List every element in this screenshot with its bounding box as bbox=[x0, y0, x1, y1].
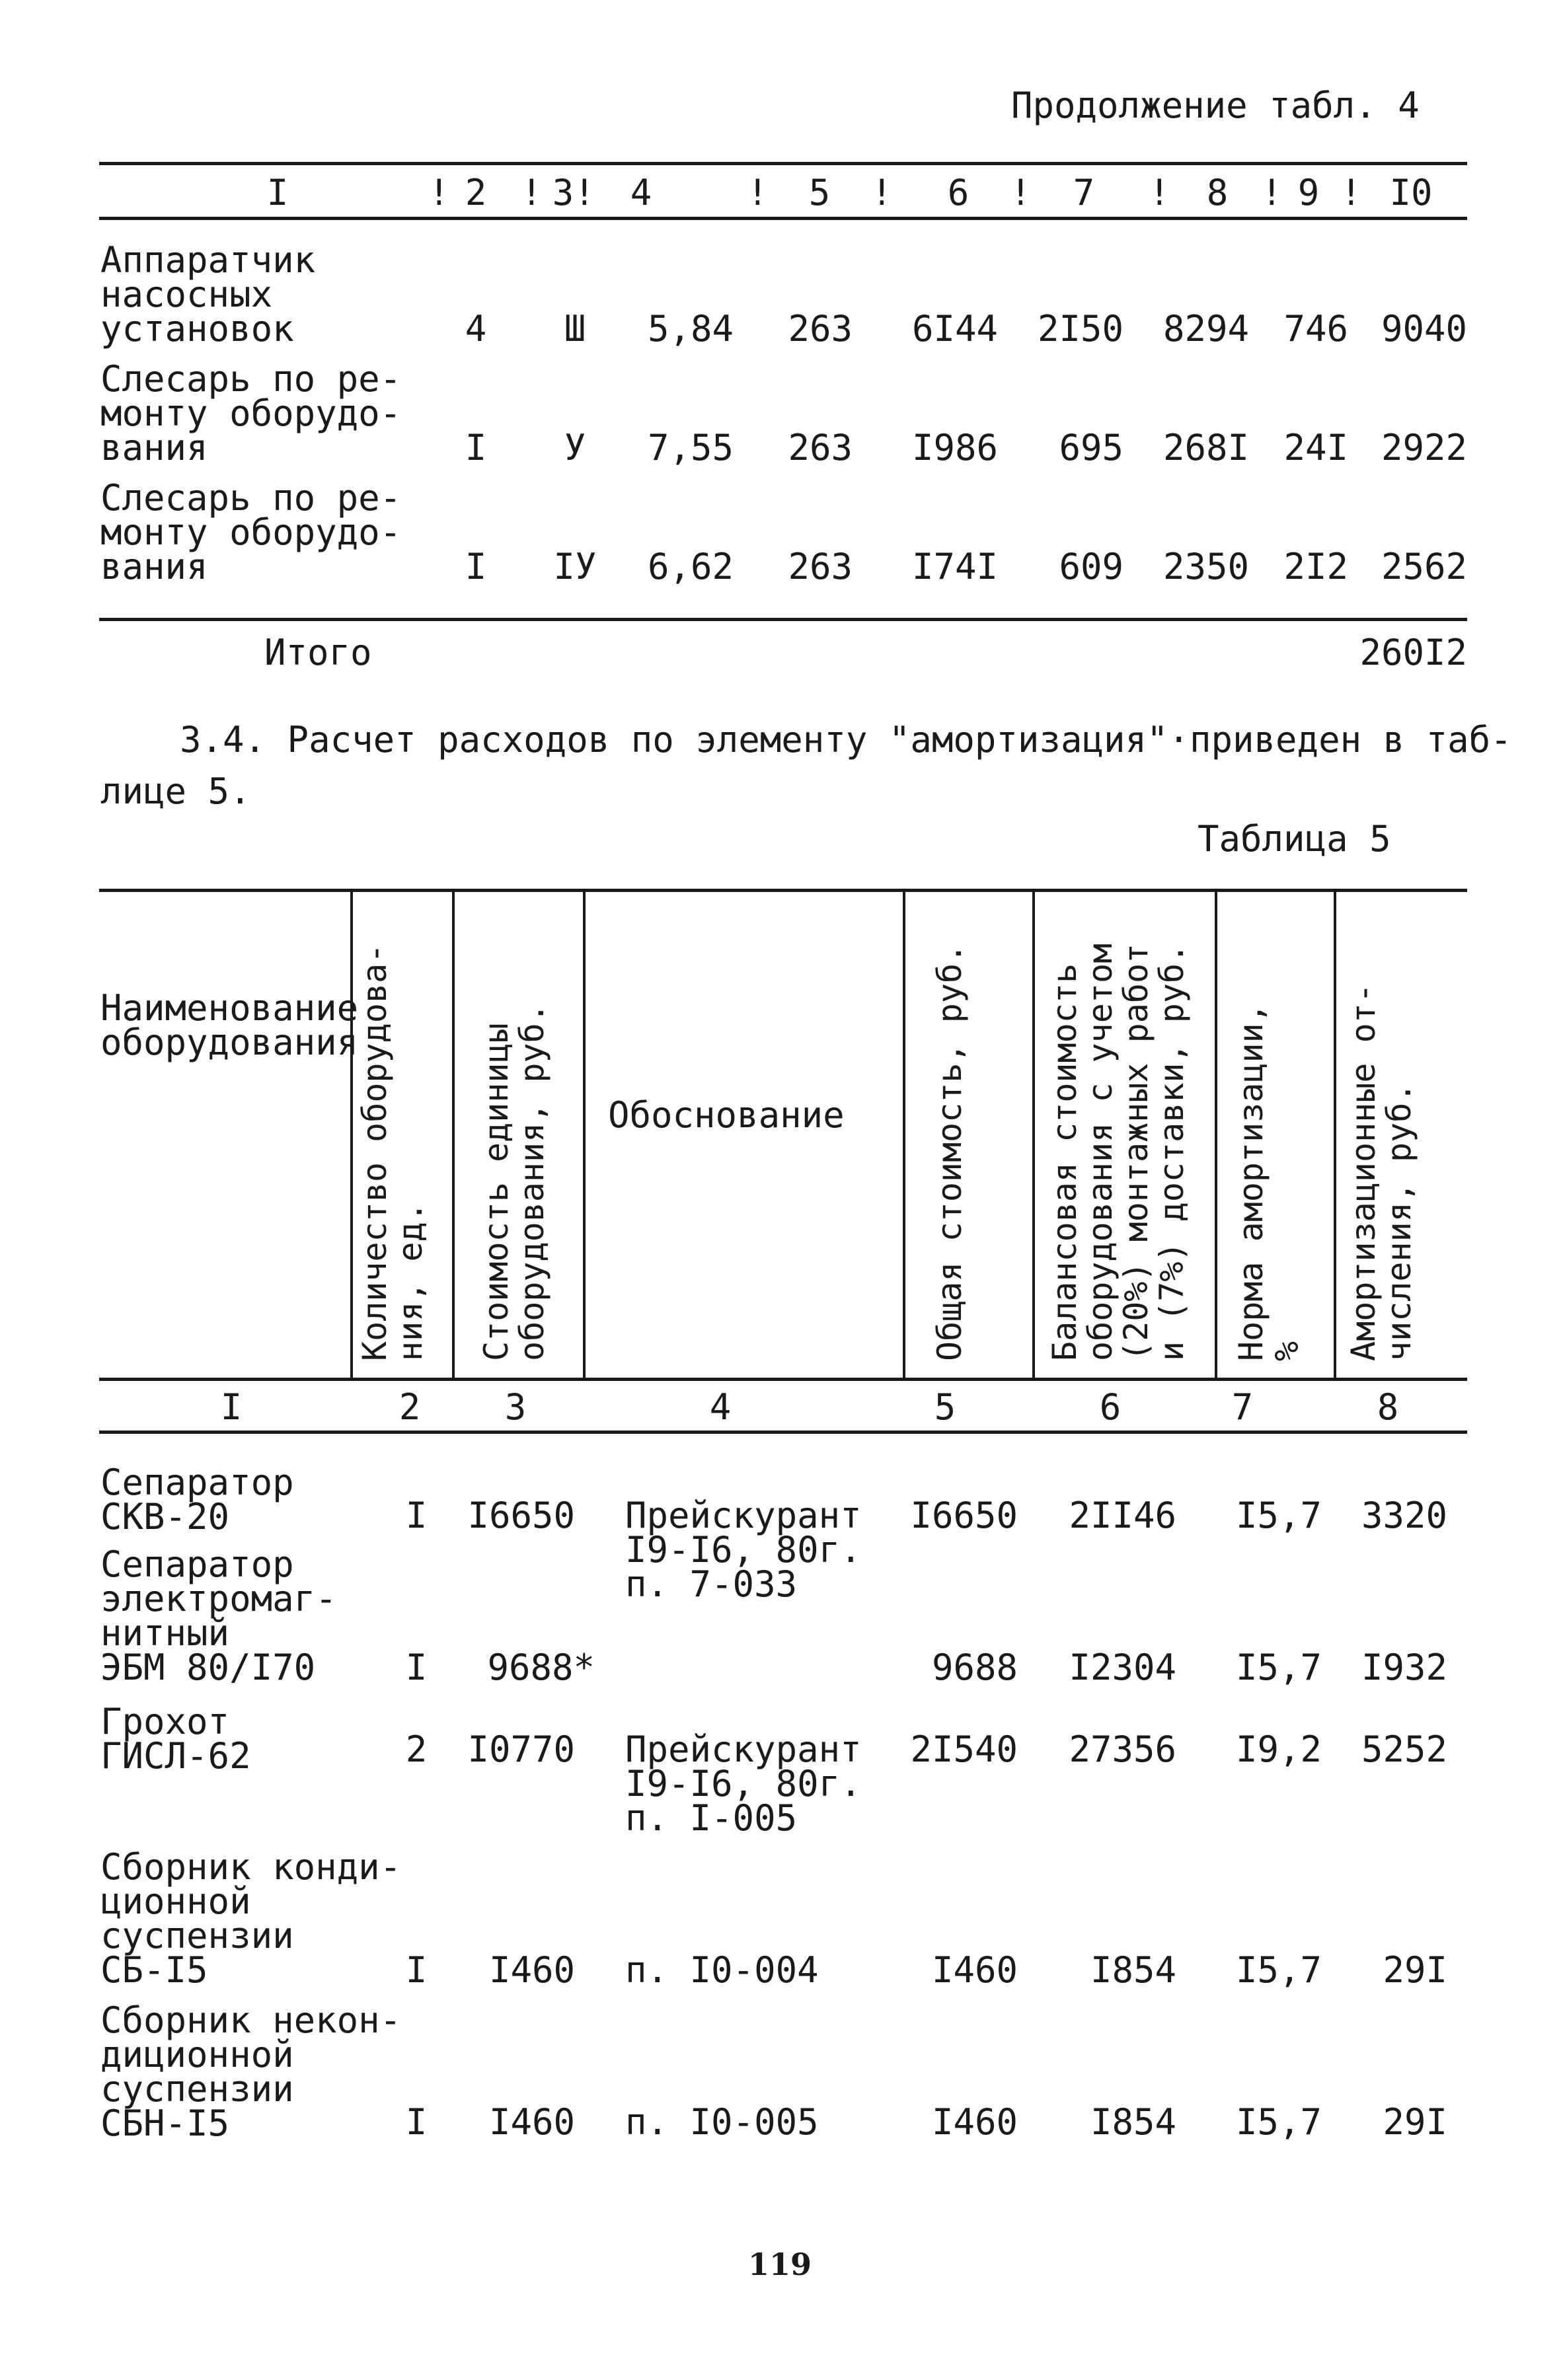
table-cell: I0770 bbox=[467, 1729, 575, 1770]
table-cell: 263 bbox=[788, 308, 853, 350]
equipment-name: Сепаратор СКВ-20 bbox=[100, 1462, 294, 1538]
table4-header-cell: 2 bbox=[465, 172, 487, 213]
table-cell: 263 bbox=[788, 427, 853, 468]
column-divider bbox=[1334, 892, 1336, 1378]
equipment-name: Сборник конди- ционной суспензии СБ-I5 bbox=[100, 1846, 402, 1991]
table5-top-rule bbox=[99, 889, 1467, 892]
equipment-name: Сборник некон- диционной суспензии СБН-I5 bbox=[100, 1999, 402, 2144]
total-value: 260I2 bbox=[1359, 632, 1467, 673]
table-cell: 29I bbox=[1383, 2101, 1447, 2143]
table-cell: Ш bbox=[564, 308, 586, 350]
table-cell: 2562 bbox=[1381, 546, 1467, 587]
paragraph-line: лице 5. bbox=[100, 770, 251, 812]
table4-header-cell: 6 bbox=[947, 172, 970, 213]
total-label: Итого bbox=[264, 632, 372, 673]
table-cell: I460 bbox=[488, 2101, 575, 2143]
table-cell: I6650 bbox=[910, 1495, 1018, 1536]
table-cell: 9688* bbox=[487, 1647, 595, 1688]
table-cell: 2I540 bbox=[910, 1729, 1018, 1770]
column-number: 7 bbox=[1231, 1386, 1254, 1428]
table-cell: 9688 bbox=[931, 1647, 1018, 1688]
header-unit-cost: Стоимость единицы оборудования, руб. bbox=[477, 1003, 551, 1361]
column-number: I bbox=[220, 1386, 243, 1428]
table-cell: I460 bbox=[931, 1949, 1018, 1991]
table-cell: 7,55 bbox=[647, 427, 734, 468]
column-number: 8 bbox=[1377, 1386, 1399, 1428]
table-cell: IУ bbox=[553, 546, 597, 587]
column-divider bbox=[350, 892, 353, 1378]
column-separator: ! bbox=[521, 172, 543, 213]
table-cell: I854 bbox=[1090, 2101, 1176, 2143]
table-cell: 268I bbox=[1162, 427, 1249, 468]
table-cell: I bbox=[405, 1949, 428, 1991]
table-cell: 6,62 bbox=[647, 546, 734, 587]
table-cell: I5,7 bbox=[1235, 1949, 1322, 1991]
table-cell: I932 bbox=[1361, 1647, 1447, 1688]
column-divider bbox=[1215, 892, 1217, 1378]
table4-header-cell: 9 bbox=[1297, 172, 1320, 213]
column-separator: ! bbox=[1149, 172, 1170, 213]
table-cell: 24I bbox=[1283, 427, 1348, 468]
table4-header-cell: I0 bbox=[1389, 172, 1433, 213]
table-cell: I bbox=[465, 427, 487, 468]
header-amortization-deductions: Амортизационные от- числения, руб. bbox=[1344, 983, 1418, 1361]
page-number: 119 bbox=[747, 2247, 812, 2282]
column-number: 2 bbox=[399, 1386, 421, 1428]
position-name: Слесарь по ре- монту оборудо- вания bbox=[100, 477, 402, 587]
column-number: 5 bbox=[934, 1386, 956, 1428]
equipment-name: Грохот ГИСЛ-62 bbox=[100, 1701, 251, 1777]
table-cell: I bbox=[405, 1647, 428, 1688]
table-cell: I460 bbox=[931, 2101, 1018, 2143]
table-cell: I5,7 bbox=[1235, 1495, 1322, 1536]
table-cell: 5,84 bbox=[647, 308, 734, 350]
table-cell: 2II46 bbox=[1069, 1495, 1176, 1536]
column-divider bbox=[452, 892, 455, 1378]
column-separator: ! bbox=[871, 172, 893, 213]
table-cell: I5,7 bbox=[1235, 2101, 1322, 2143]
position-name: Слесарь по ре- монту оборудо- вания bbox=[100, 358, 402, 468]
table-cell: 9040 bbox=[1381, 308, 1467, 350]
table-cell: 2350 bbox=[1162, 546, 1249, 587]
table-cell: I460 bbox=[488, 1949, 575, 1991]
column-separator: ! bbox=[747, 172, 769, 213]
column-separator: ! bbox=[1261, 172, 1283, 213]
header-justification: Обоснование bbox=[608, 1094, 845, 1136]
column-number: 4 bbox=[709, 1386, 732, 1428]
position-name: Аппаратчик насосных установок bbox=[100, 239, 316, 350]
table5-caption: Таблица 5 bbox=[1198, 818, 1391, 860]
table5-number-rule bbox=[99, 1431, 1467, 1434]
table-cell: I74I bbox=[911, 546, 998, 587]
table4-header-cell: 3 bbox=[552, 172, 574, 213]
table4-top-rule bbox=[99, 162, 1467, 165]
header-total-cost: Общая стоимость, руб. bbox=[931, 943, 969, 1361]
table-cell: 6I44 bbox=[911, 308, 998, 350]
table-cell: 2922 bbox=[1381, 427, 1467, 468]
table-cell: 27356 bbox=[1069, 1729, 1176, 1770]
table-cell: 5252 bbox=[1361, 1729, 1447, 1770]
table4-header-rule bbox=[99, 217, 1467, 220]
table4-header-cell: I bbox=[266, 172, 289, 213]
continuation-caption: Продолжение табл. 4 bbox=[1011, 85, 1420, 126]
table-cell: I854 bbox=[1090, 1949, 1176, 1991]
column-separator: ! bbox=[428, 172, 450, 213]
table-cell: 2 bbox=[405, 1729, 428, 1770]
column-divider bbox=[583, 892, 586, 1378]
table-cell: I bbox=[405, 1495, 428, 1536]
table-cell: 8294 bbox=[1162, 308, 1249, 350]
table-cell: 746 bbox=[1283, 308, 1348, 350]
table-cell: I6650 bbox=[467, 1495, 575, 1536]
justification: Прейскурант I9-I6, 80г. п. 7-033 bbox=[625, 1495, 862, 1605]
header-balance-cost: Балансовая стоимость оборудования с учетом (20%) монтажных работ и (7%) доставки, руб. bbox=[1046, 943, 1191, 1361]
table4-header-cell: 8 bbox=[1206, 172, 1229, 213]
paragraph-line: 3.4. Расчет расходов по элементу "амортизация"·приведен в таб- bbox=[180, 719, 1512, 761]
table-cell: У bbox=[564, 427, 586, 468]
table4-header-cell: 4 bbox=[630, 172, 652, 213]
table-cell: I986 bbox=[911, 427, 998, 468]
table-cell: 263 bbox=[788, 546, 853, 587]
table4-header-cell: 7 bbox=[1073, 172, 1095, 213]
table-cell: 609 bbox=[1059, 546, 1123, 587]
table-cell: 695 bbox=[1059, 427, 1123, 468]
column-separator: ! bbox=[1010, 172, 1032, 213]
header-amortization-rate: Норма амортизации, % bbox=[1232, 1003, 1306, 1361]
justification: п. I0-005 bbox=[625, 2101, 819, 2143]
table-cell: 3320 bbox=[1361, 1495, 1447, 1536]
column-number: 6 bbox=[1099, 1386, 1122, 1428]
justification: Прейскурант I9-I6, 80г. п. I-005 bbox=[625, 1729, 862, 1839]
table-cell: 2I2 bbox=[1283, 546, 1348, 587]
table-cell: I bbox=[405, 2101, 428, 2143]
table-cell: I5,7 bbox=[1235, 1647, 1322, 1688]
justification: п. I0-004 bbox=[625, 1949, 819, 1991]
table4-total-rule bbox=[99, 618, 1467, 621]
column-number: 3 bbox=[504, 1386, 527, 1428]
table4-header-cell: 5 bbox=[808, 172, 831, 213]
column-divider bbox=[903, 892, 905, 1378]
header-equipment-name: Наименование оборудования bbox=[100, 987, 359, 1063]
table-cell: I bbox=[465, 546, 487, 587]
column-divider bbox=[1032, 892, 1035, 1378]
table-cell: I2304 bbox=[1069, 1647, 1176, 1688]
table-cell: 4 bbox=[465, 308, 487, 350]
equipment-name: Сепаратор электромаг- нитный ЭБМ 80/I70 bbox=[100, 1543, 337, 1688]
column-separator: ! bbox=[574, 172, 595, 213]
header-quantity: Количество оборудова- ния, ед. bbox=[356, 943, 430, 1361]
table-cell: I9,2 bbox=[1235, 1729, 1322, 1770]
table-cell: 29I bbox=[1383, 1949, 1447, 1991]
table-cell: 2I50 bbox=[1037, 308, 1123, 350]
table5-header-rule bbox=[99, 1378, 1467, 1381]
column-separator: ! bbox=[1340, 172, 1362, 213]
